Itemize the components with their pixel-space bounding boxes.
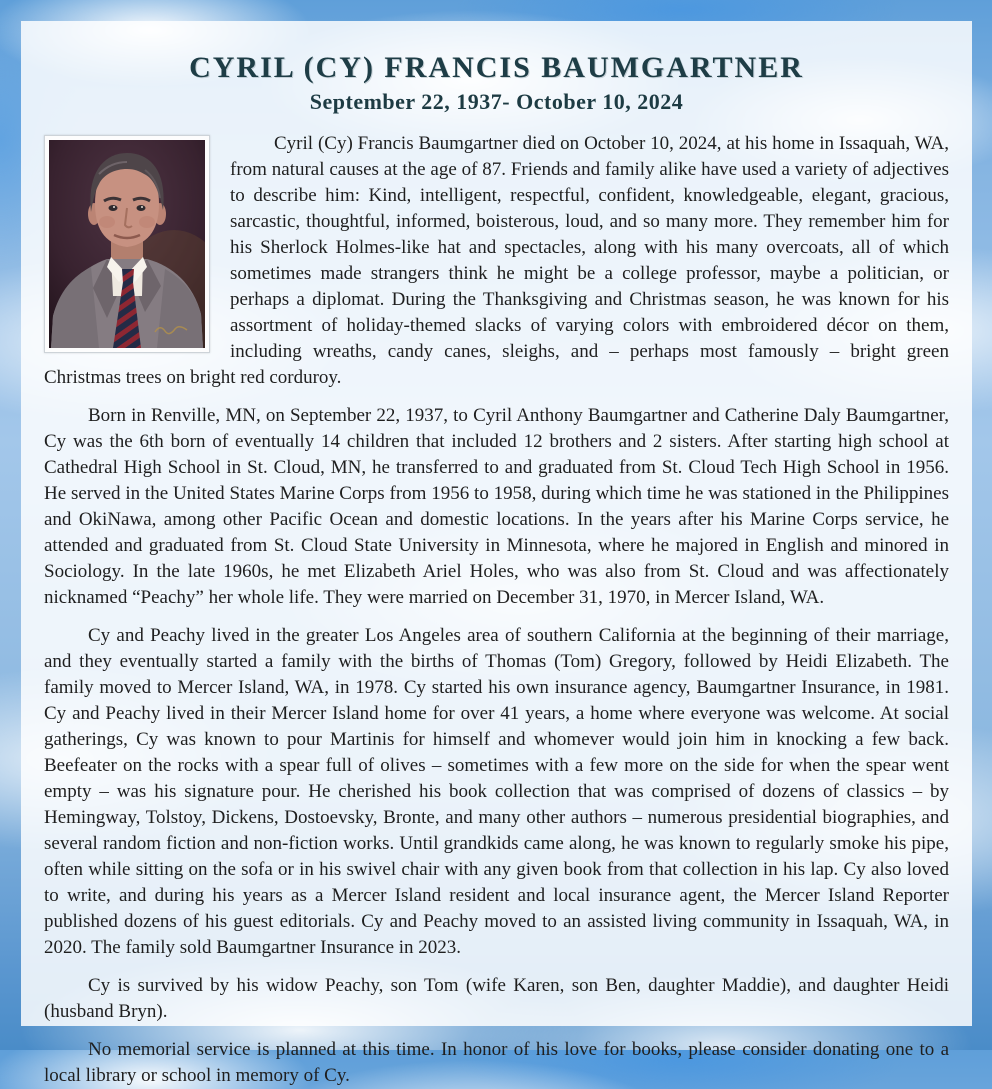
portrait-photo	[44, 135, 210, 353]
obituary-title: CYRIL (CY) FRANCIS BAUMGARTNER	[44, 51, 949, 85]
obituary-paragraph: Cyril (Cy) Francis Baumgartner died on October 10, 2024, at his home in Issaquah, WA, from natural causes at the age of 87. Friends and family alike have used a variety of adjectives to describe him: Kind, intelligent, respectful, confident, knowledgeable, elegant, gracious, sarcastic, thoughtful, informed, boisterous, loud, and so many more. They remember him for his Sherlock Holmes-like hat and spectacles, along with his many overcoats, all of which sometimes made strangers think he might be a college professor, maybe a politician, or perhaps a diplomat. During the Thanksgiving and Christmas season, he was known for his assortment of holiday-themed slacks of varying colors with embroidered décor on them, including wreaths, candy canes, sleighs, and – perhaps most famously – bright green Christmas trees on bright red corduroy.	[44, 131, 949, 391]
portrait-photo-graphic	[49, 140, 205, 348]
obituary-body	[44, 131, 949, 1089]
obituary-paragraph: Born in Renville, MN, on September 22, 1937, to Cyril Anthony Baumgartner and Catherine Daly Baumgartner, Cy was the 6th born of eventually 14 children that included 12 brothers and 2 sisters. After starting high school at Cathedral High School in St. Cloud, MN, he transferred to and graduated from St. Cloud Tech High School in 1956. He served in the United States Marine Corps from 1956 to 1958, during which time he was stationed in the Philippines and OkiNawa, among other Pacific Ocean and domestic locations. In the years after his Marine Corps service, he attended and graduated from St. Cloud State University in Minnesota, where he majored in English and minored in Sociology. In the late 1960s, he met Elizabeth Ariel Holes, who was also from St. Cloud and was affectionately nicknamed “Peachy” her whole life. They were married on December 31, 1970, in Mercer Island, WA.	[44, 403, 949, 611]
obituary-dates: September 22, 1937- October 10, 2024	[44, 89, 949, 115]
obituary-paragraph: Cy is survived by his widow Peachy, son Tom (wife Karen, son Ben, daughter Maddie), and daughter Heidi (husband Bryn).	[44, 973, 949, 1025]
obituary-paragraph: No memorial service is planned at this time. In honor of his love for books, please consider donating one to a local library or school in memory of Cy.	[44, 1037, 949, 1089]
obituary-card	[21, 21, 972, 1026]
obituary-paragraph: Cy and Peachy lived in the greater Los Angeles area of southern California at the beginning of their marriage, and they eventually started a family with the births of Thomas (Tom) Gregory, followed by Heidi Elizabeth. The family moved to Mercer Island, WA, in 1978. Cy started his own insurance agency, Baumgartner Insurance, in 1981. Cy and Peachy lived in their Mercer Island home for over 41 years, a home where everyone was welcome. At social gatherings, Cy was known to pour Martinis for himself and whomever would join him in knocking a few back. Beefeater on the rocks with a spear full of olives – sometimes with a few more on the side for when the spear went empty – was his signature pour. He cherished his book collection that was comprised of dozens of classics – by Hemingway, Tolstoy, Dickens, Dostoevsky, Bronte, and many other authors – numerous presidential biographies, and several random fiction and non-fiction works. Until grandkids came along, he was known to regularly smoke his pipe, often while sitting on the sofa or in his swivel chair with any given book from that collection in his lap. Cy also loved to write, and during his years as a Mercer Island resident and local insurance agent, the Mercer Island Reporter published dozens of his guest editorials. Cy and Peachy moved to an assisted living community in Issaquah, WA, in 2020. The family sold Baumgartner Insurance in 2023.	[44, 623, 949, 961]
